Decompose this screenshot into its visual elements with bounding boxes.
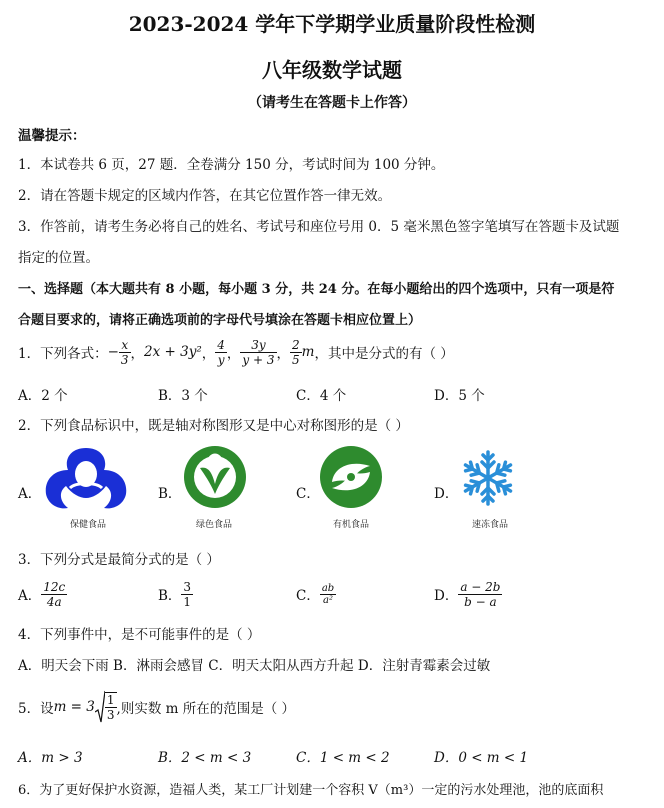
- q1-sep-1: ，: [130, 346, 145, 362]
- q1-fraction-5: [290, 338, 302, 367]
- health-food-logo-icon: [40, 444, 132, 514]
- q3-c-den: a²: [323, 594, 334, 606]
- q3-a-den: 4a: [46, 594, 62, 609]
- q1-sep-2: ，: [201, 346, 216, 362]
- q1-f5-var: m: [301, 344, 315, 360]
- question-6: 6．为了更好保护水资源，造福人类，某工厂计划建一个容积 V（m³）一定的污水处理池，池的底面积: [18, 783, 604, 798]
- q3-option-b[interactable]: [158, 576, 193, 612]
- q3-d-label: D．: [434, 588, 459, 604]
- caption-frozen-food: 速冻食品: [472, 520, 509, 530]
- tip-item-1: 1．本试卷共 6 页，27 题．全卷满分 150 分，考试时间为 100 分钟。: [18, 157, 445, 173]
- q5-rad-fraction: [105, 692, 117, 722]
- q5-m-eq: m = 3: [53, 699, 95, 715]
- section1-line1: 一、选择题（本大题共有 8 小题，每小题 3 分，共 24 分。在每小题给出的四个选项中，只有一项是符: [18, 282, 615, 297]
- exam-subtitle: 八年级数学试题: [262, 58, 402, 82]
- q3-option-c[interactable]: [296, 576, 336, 612]
- exam-note: （请考生在答题卡上作答）: [248, 95, 416, 111]
- q2-option-c[interactable]: C．: [296, 486, 320, 502]
- q1-f4-den: y + 3: [242, 352, 275, 367]
- question-5: [18, 688, 295, 726]
- snowflake-logo-icon: [458, 448, 518, 508]
- section1-line2: 合题目要求的，请将正确选项前的字母代号填涂在答题卡相应位置上）: [18, 313, 422, 328]
- sqrt-sign-icon: [95, 690, 105, 724]
- q3-a-label: A．: [18, 588, 42, 604]
- green-food-logo-icon: [182, 444, 248, 510]
- q3-option-d[interactable]: [434, 576, 502, 612]
- q3-d-den: b − a: [464, 594, 497, 609]
- caption-organic-food: 有机食品: [333, 520, 370, 530]
- q1-f5-num: 2: [292, 337, 300, 352]
- q4-options[interactable]: A．明天会下雨 B．淋雨会感冒 C．明天太阳从西方升起 D．注射青霉素会过敏: [18, 658, 491, 674]
- q1-option-d[interactable]: D．5 个: [434, 388, 485, 404]
- q3-d-fraction: [458, 580, 502, 609]
- q3-a-fraction: [41, 580, 67, 609]
- q1-fraction-3: [215, 338, 227, 367]
- q3-b-den: 1: [183, 594, 192, 609]
- q5-prefix: 5．设: [18, 701, 54, 717]
- q1-sep-3: ，: [226, 346, 241, 362]
- q1-suffix: ，其中是分式的有（ ）: [314, 346, 454, 362]
- question-2: 2．下列食品标识中，既是轴对称图形又是中心对称图形的是（ ）: [18, 418, 409, 434]
- q2-option-d[interactable]: D．: [434, 486, 459, 502]
- q1-f4-num: 3y: [240, 338, 276, 353]
- q1-f3-den: y: [217, 352, 225, 367]
- exam-title: 2023-2024 学年下学期学业质量阶段性检测: [128, 12, 536, 36]
- q5-rad-num: 1: [106, 693, 115, 707]
- question-4: 4．下列事件中，是不可能事件的是（ ）: [18, 627, 261, 643]
- question-1: [18, 334, 454, 370]
- caption-green-food: 绿色食品: [196, 520, 233, 530]
- q1-sep-4: ，: [276, 346, 291, 362]
- q1-option-b[interactable]: B．3 个: [158, 388, 208, 404]
- q5-radical: [95, 690, 117, 724]
- q1-f5-den: 5: [292, 352, 300, 367]
- q1-prefix: 1．下列各式：: [18, 346, 108, 362]
- q1-option-a[interactable]: A．2 个: [18, 388, 68, 404]
- tip-item-2: 2．请在答题卡规定的区域内作答，在其它位置作答一律无效。: [18, 188, 392, 204]
- q1-f3-num: 4: [217, 337, 225, 352]
- q5-option-a[interactable]: A．m > 3: [18, 750, 83, 766]
- q1-expr-2: 2x + 3y²: [144, 344, 202, 360]
- q3-b-label: B．: [158, 588, 182, 604]
- q5-option-c[interactable]: C．1 < m < 2: [296, 750, 390, 766]
- q3-a-num: 12c: [43, 579, 66, 594]
- caption-health-food: 保健食品: [70, 520, 107, 530]
- q3-c-fraction: [320, 583, 336, 606]
- q3-b-num: 3: [183, 579, 192, 594]
- q1-minus: −: [107, 344, 119, 360]
- question-3: 3．下列分式是最简分式的是（ ）: [18, 552, 220, 568]
- q1-f1-den: 3: [120, 352, 129, 367]
- q3-d-num: a − 2b: [460, 579, 501, 594]
- q1-f1-num: x: [119, 338, 131, 353]
- q3-c-num: ab: [321, 582, 335, 594]
- q5-rad-den: 3: [106, 708, 115, 722]
- q1-fraction-1: [119, 338, 131, 367]
- q3-b-fraction: [181, 580, 193, 609]
- q5-option-d[interactable]: D．0 < m < 1: [434, 750, 529, 766]
- q3-option-a[interactable]: [18, 576, 67, 612]
- q2-option-b[interactable]: B．: [158, 486, 182, 502]
- tip-item-3a: 3．作答前，请考生务必将自己的姓名、考试号和座位号用 0．5 毫米黑色签字笔填写在答题卡及试题: [18, 219, 620, 235]
- q1-fraction-4: [240, 338, 276, 367]
- organic-food-logo-icon: [318, 444, 384, 510]
- q5-suffix: ,则实数 m 所在的范围是（ ）: [116, 701, 295, 717]
- tips-heading: 温馨提示：: [18, 128, 86, 144]
- q2-option-a[interactable]: A．: [18, 486, 42, 502]
- q3-c-label: C．: [296, 588, 320, 604]
- q5-option-b[interactable]: B．2 < m < 3: [158, 750, 252, 766]
- tip-item-3b: 指定的位置。: [18, 250, 99, 266]
- q1-option-c[interactable]: C．4 个: [296, 388, 347, 404]
